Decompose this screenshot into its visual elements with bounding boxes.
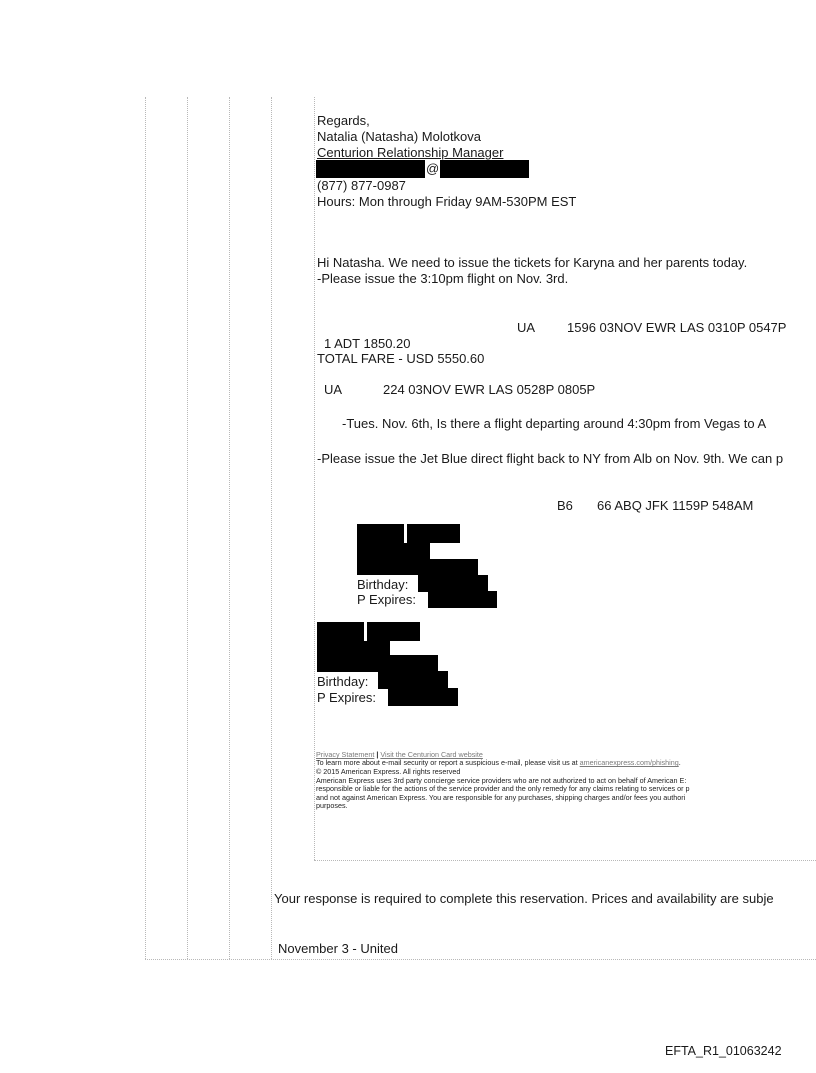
- total-fare: TOTAL FARE - USD 5550.60: [317, 351, 485, 366]
- message-item-3: -Please issue the Jet Blue direct flight back to NY from Alb on Nov. 9th. We can p: [317, 451, 784, 466]
- footer-security-note: To learn more about e-mail security or report a suspicious e-mail, please visit us at americanexpress.com/phishing.: [316, 758, 681, 767]
- footer-disclaimer-line: American Express uses 3rd party concierge service providers who are not authorized to act on behalf of American E:: [316, 776, 687, 785]
- email-at-sign: @: [426, 161, 440, 176]
- quoted-message-bottom: [314, 860, 816, 861]
- quoted-message-border: [314, 97, 315, 860]
- redaction-box: [317, 655, 438, 672]
- privacy-statement-link[interactable]: Privacy Statement: [316, 750, 375, 759]
- phishing-link[interactable]: americanexpress.com/phishing: [579, 758, 679, 767]
- footer-copyright: © 2015 American Express. All rights reserved: [316, 767, 461, 776]
- response-required-note: Your response is required to complete this reservation. Prices and availability are subje: [274, 891, 774, 906]
- redaction-box: [316, 160, 425, 178]
- flight-1-airline: UA: [517, 320, 536, 335]
- message-greeting: Hi Natasha. We need to issue the tickets for Karyna and her parents today.: [317, 255, 748, 270]
- redaction-box: [317, 641, 390, 655]
- redaction-box: [357, 559, 478, 575]
- flight-2-airline: UA: [324, 382, 343, 397]
- next-itinerary-item: November 3 - United: [278, 941, 398, 956]
- footer-disclaimer-line: and not against American Express. You are responsible for any purchases, shipping charges and/or fees you authori: [316, 793, 686, 802]
- table-column-divider: [229, 97, 230, 959]
- flight-2-details: 224 03NOV EWR LAS 0528P 0805P: [383, 382, 596, 397]
- footer-disclaimer-line: responsible or liable for the actions of the service provider and the only remedy for any claims relating to services or p: [316, 784, 690, 793]
- redaction-box: [357, 543, 430, 559]
- redaction-box: [378, 671, 448, 689]
- regards-text: Regards,: [317, 113, 370, 128]
- table-column-divider: [271, 97, 272, 959]
- passenger-1-expires-label: P Expires:: [357, 592, 417, 607]
- flight-1-details: 1596 03NOV EWR LAS 0310P 0547P: [567, 320, 787, 335]
- passenger-2-birthday-label: Birthday:: [317, 674, 369, 689]
- redaction-box: [357, 524, 404, 543]
- sender-phone: (877) 877-0987: [317, 178, 406, 193]
- passenger-1-birthday-label: Birthday:: [357, 577, 409, 592]
- document-id: EFTA_R1_01063242: [665, 1044, 782, 1058]
- centurion-website-link[interactable]: Visit the Centurion Card website: [380, 750, 483, 759]
- sender-title: Centurion Relationship Manager: [317, 145, 504, 160]
- sender-name: Natalia (Natasha) Molotkova: [317, 129, 482, 144]
- redaction-box: [407, 524, 460, 543]
- message-item-1: -Please issue the 3:10pm flight on Nov. 3rd.: [317, 271, 569, 286]
- redaction-box: [367, 622, 420, 641]
- redaction-box: [440, 160, 529, 178]
- message-item-2: -Tues. Nov. 6th, Is there a flight departing around 4:30pm from Vegas to A: [342, 416, 767, 431]
- table-border-bottom: [145, 959, 816, 960]
- sender-hours: Hours: Mon through Friday 9AM-530PM EST: [317, 194, 577, 209]
- redaction-box: [388, 688, 458, 706]
- table-border-left: [145, 97, 146, 959]
- redaction-box: [317, 622, 364, 641]
- footer-security-text: To learn more about e-mail security or report a suspicious e-mail, please visit us at: [316, 758, 580, 767]
- fare-line: 1 ADT 1850.20: [324, 336, 411, 351]
- redaction-box: [428, 591, 497, 608]
- table-column-divider: [187, 97, 188, 959]
- footer-disclaimer-line: purposes.: [316, 801, 348, 810]
- redaction-box: [418, 575, 488, 592]
- footer-link-separator: |: [376, 750, 379, 759]
- passenger-2-expires-label: P Expires:: [317, 690, 377, 705]
- flight-3-airline: B6: [557, 498, 573, 513]
- flight-3-details: 66 ABQ JFK 1159P 548AM: [597, 498, 754, 513]
